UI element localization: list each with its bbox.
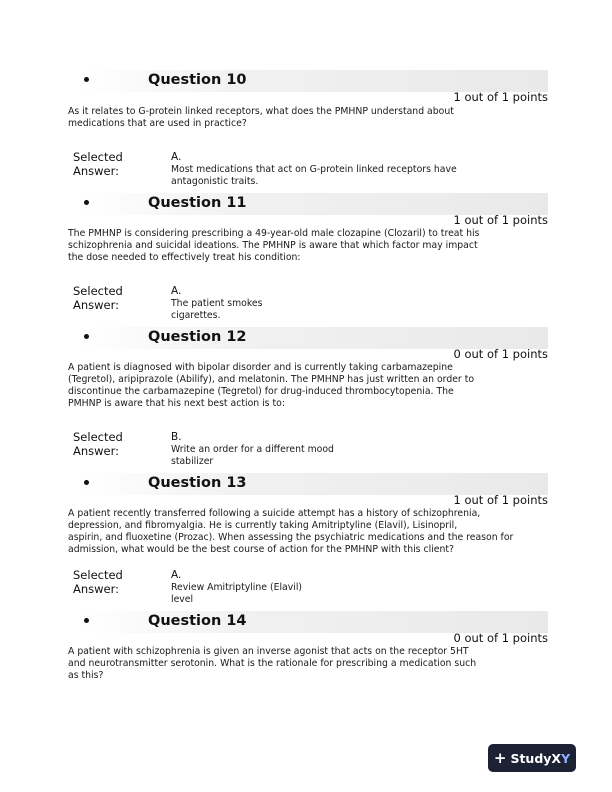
question-header-14	[40, 611, 548, 633]
answer-text-line: cigarettes.	[171, 310, 221, 321]
bullet-icon	[84, 77, 89, 82]
answer-label: Answer:	[73, 444, 120, 458]
question-text-line: aspirin, and fluoxetine (Prozac). When assessing the psychiatric medications and the reason for	[68, 532, 514, 543]
question-text-line: medications that are used in practice?	[68, 118, 247, 129]
question-points: 1 out of 1 points	[453, 90, 548, 104]
question-text-line: schizophrenia and suicidal ideations. The PMHNP is aware that which factor may impact	[68, 240, 478, 251]
question-text-line: A patient with schizophrenia is given an inverse agonist that acts on the receptor 5HT	[68, 646, 469, 657]
brand-text: StudyX	[510, 750, 562, 766]
brand-accent-letter: Y	[561, 750, 571, 766]
question-points: 0 out of 1 points	[453, 347, 548, 361]
question-title: Question 12	[148, 329, 247, 345]
question-points: 0 out of 1 points	[453, 631, 548, 645]
question-header-12	[40, 327, 548, 349]
answer-label: Answer:	[73, 298, 120, 312]
answer-text-line: stabilizer	[171, 456, 214, 467]
selected-label: Selected	[73, 150, 123, 164]
question-text-line: depression, and fibromyalgia. He is currently taking Amitriptyline (Elavil), Lisinopril,	[68, 520, 458, 531]
question-header-10	[40, 70, 548, 92]
question-text-line: the dose needed to effectively treat his condition:	[68, 252, 301, 263]
selected-label: Selected	[73, 568, 123, 582]
brand-name	[510, 751, 570, 766]
answer-text-line: Review Amitriptyline (Elavil)	[171, 582, 303, 593]
question-header-13	[40, 473, 548, 495]
question-title: Question 11	[148, 195, 247, 211]
answer-text-line: antagonistic traits.	[171, 176, 259, 187]
bullet-icon	[84, 618, 89, 623]
selected-label: Selected	[73, 284, 123, 298]
question-text-line: A patient recently transferred following a suicide attempt has a history of schizophrenia,	[68, 508, 481, 519]
question-text-line: As it relates to G-protein linked receptors, what does the PMHNP understand about	[68, 106, 454, 117]
bullet-icon	[84, 334, 89, 339]
question-title: Question 10	[148, 72, 247, 88]
question-title: Question 14	[148, 613, 247, 629]
answer-text-line: Write an order for a different mood	[171, 444, 334, 455]
bullet-icon	[84, 200, 89, 205]
plus-icon: +	[493, 748, 507, 767]
question-points: 1 out of 1 points	[453, 213, 548, 227]
question-header-11	[40, 193, 548, 215]
question-text-line: The PMHNP is considering prescribing a 49-year-old male clozapine (Clozaril) to treat his	[68, 228, 480, 239]
selected-label: Selected	[73, 430, 123, 444]
answer-text-line: level	[171, 594, 194, 605]
answer-letter: A.	[171, 285, 182, 297]
question-points: 1 out of 1 points	[453, 493, 548, 507]
question-text-line: as this?	[68, 670, 104, 681]
question-text-line: (Tegretol), aripiprazole (Abilify), and melatonin. The PMHNP has just written an order to	[68, 374, 475, 385]
question-text-line: admission, what would be the best course of action for the PMHNP with this client?	[68, 544, 454, 555]
studyxy-logo-badge[interactable]	[488, 744, 576, 772]
question-text-line: discontinue the carbamazepine (Tegretol) for drug-induced thrombocytopenia. The	[68, 386, 454, 397]
bullet-icon	[84, 480, 89, 485]
question-text-line: A patient is diagnosed with bipolar disorder and is currently taking carbamazepine	[68, 362, 453, 373]
answer-text-line: The patient smokes	[171, 298, 263, 309]
answer-text-line: Most medications that act on G-protein linked receptors have	[171, 164, 457, 175]
answer-letter: A.	[171, 569, 182, 581]
question-title: Question 13	[148, 475, 247, 491]
question-text-line: PMHNP is aware that his next best action is to:	[68, 398, 285, 409]
answer-label: Answer:	[73, 582, 120, 596]
answer-label: Answer:	[73, 164, 120, 178]
question-text-line: and neurotransmitter serotonin. What is the rationale for prescribing a medication such	[68, 658, 477, 669]
answer-letter: A.	[171, 151, 182, 163]
answer-letter: B.	[171, 431, 182, 443]
